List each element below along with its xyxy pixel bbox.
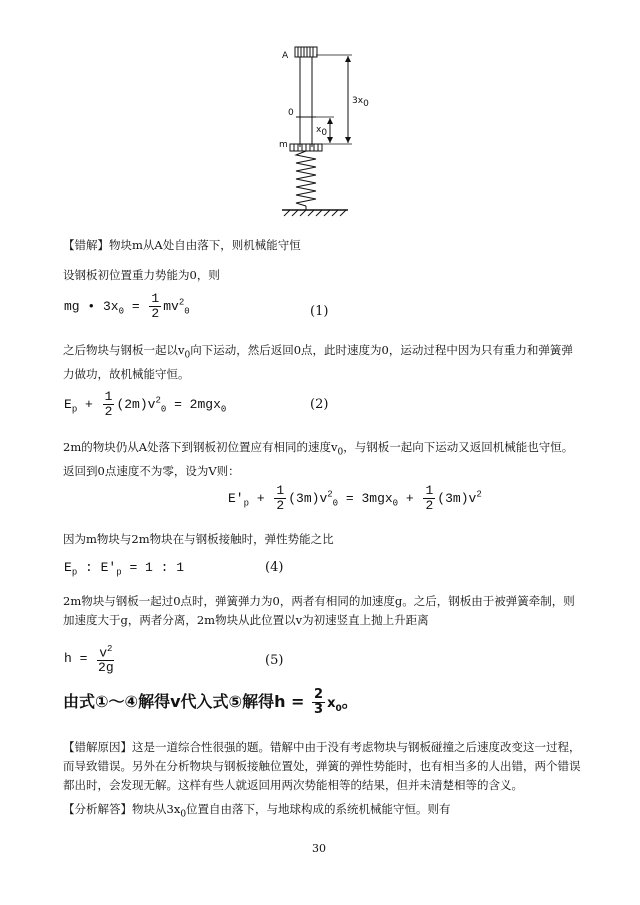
after-collision-paragraph: 之后物块与钢板一起以$v_0$向下运动，然后返回0点，此时速度为0，运动过程中因为只有重力和弹簧弹力做功，故机械能守恒。 [63,343,573,382]
label-o: 0 [288,108,294,118]
analysis-answer-paragraph: 【分析解答】物块从$3x_0$位置自由落下，与地球构成的系统机械能守恒。则有 [63,802,451,820]
equation-5: h = $\frac{v^2}{2g}$ [64,644,114,676]
equation-4-tag: (4) [265,560,284,575]
label-m: m [279,140,288,150]
label-a: A [282,51,289,61]
elastic-ratio-statement: 因为m物块与2m物块在与钢板接触时，弹性势能之比 [63,532,334,546]
equation-2: $E_p$ + $\frac{1}{2}$ $(2m)v^2_0 = 2mgx_0$ [64,389,227,419]
second-mass-paragraph: 2m的物块仍从A处落下到钢板初位置应有相同的速度$v_0$，与钢板一起向下运动又返回机械能也守恒。返回到0点速度不为零，设为V则： [63,440,574,479]
equation-2-tag: (2) [310,397,329,412]
label-x0: $x_0$ [316,125,328,138]
equation-3: $E'_p$ + $\frac{1}{2}$ $(3m)v^2_0 = 3mgx_0$ + $\frac{1}{2}$ $(3m)v^2$ [228,483,482,513]
error-reason-paragraph: 【错解原因】这是一道综合性很强的题。错解中由于没有考虑物块与钢板碰撞之后速度改变这一过程，而导致错误。另外在分析物块与钢板接触位置处，弹簧的弹性势能时，也有相当多的人出错，两个错误都出时，会发现无解。这样有些人就返回用两次势能相等的结果，但并未清楚相等的含义。 [63,740,581,792]
initial-potential-statement: 设钢板初位置重力势能为0，则 [63,268,220,282]
wrong-solution-intro: 【错解】物块m从A处自由落下，则机械能守恒 [63,238,301,252]
wrong-result-line: 由式①～④解得v代入式⑤解得h = $\frac{2}{3}$ $x_0$。 [63,687,358,717]
equation-4: $E_p$ : $E'_p = 1$ : 1 [64,560,185,578]
label-3x0: $3x_0$ [352,96,369,109]
spring [296,151,316,206]
equation-1-tag: (1) [310,304,329,319]
equation-5-tag: (5) [265,653,284,668]
page-number: 30 [312,842,326,855]
equation-1: mg • $3x_0$ = $\frac{1}{2}$ $mv^2_0$ [64,291,190,321]
separation-paragraph: 2m物块与钢板一起过0点时，弹簧弹力为0，两者有相同的加速度g。之后，钢板由于被弹簧牵制，则加速度大于g，两者分离，2m物块从此位置以v为初速竖直上抛上升距离 [63,594,575,627]
